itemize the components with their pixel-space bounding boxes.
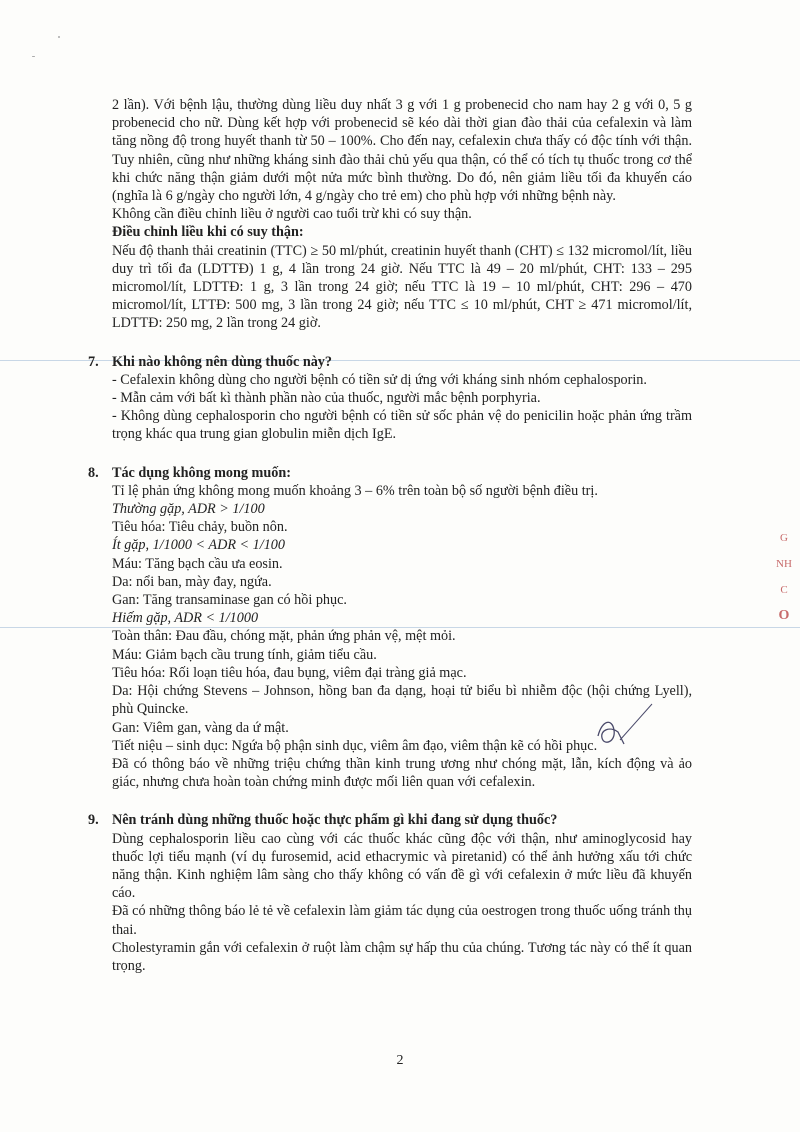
document-body <box>88 96 692 975</box>
renal-adjustment-text: Nếu độ thanh thải creatinin (TTC) ≥ 50 ml/phút, creatinin huyết thanh (CHT) ≤ 132 micromol/lít, liều duy trì tối đa (LDTTĐ) 1 g, 4 lần trong 24 giờ. Nếu TTC là 49 – 20 ml/phút, CHT: 133 – 295 micromol/lít, LDTTĐ: 1 g, 3 lần trong 24 giờ; nếu TTC là 19 – 10 ml/phút, CHT: 296 – 470 micromol/lít, LTTĐ: 500 mg, 3 lần trong 24 giờ; nếu TTC ≤ 10 ml/phút, CHT ≥ 471 micromol/lít, LDTTĐ: 250 mg, 2 lần trong 24 giờ. <box>112 242 692 332</box>
list-item: - Không dùng cephalosporin cho người bệnh có tiền sử sốc phản vệ do penicilin hoặc phản ứng trầm trọng khác qua trung gian globulin miễn dịch IgE. <box>112 408 692 443</box>
section-9 <box>88 811 692 975</box>
scan-speck <box>58 36 60 38</box>
frequency-heading-rare: Hiếm gặp, ADR < 1/1000 <box>112 610 259 627</box>
section-title: Tác dụng không mong muốn: <box>112 464 291 481</box>
stamp-glyph: C <box>780 584 788 596</box>
stamp-glyph: G <box>780 532 788 544</box>
paragraph: Không cần điều chỉnh liều ở người cao tuổi trừ khi có suy thận. <box>112 206 472 223</box>
list-item: Máu: Tăng bạch cầu ưa eosin. <box>112 555 283 572</box>
section-heading <box>88 464 692 482</box>
paragraph: 2 lần). Với bệnh lậu, thường dùng liều duy nhất 3 g với 1 g probenecid cho nam hay 2 g với 0, 5 g probenecid cho nữ. Dùng kết hợp với probenecid sẽ kéo dài thời gian đào thải của cefalexin và làm tăng nồng độ trong huyết thanh từ 50 – 100%. Cho đến nay, cefalexin chưa thấy có độc tính với thận. Tuy nhiên, cũng như những kháng sinh đào thải chủ yếu qua thận, có thể có tích tụ thuốc trong cơ thể khi chức năng thận giảm dưới một nửa mức bình thường. Do đó, nên giảm liều tối đa khuyến cáo (nghĩa là 6 g/ngày cho người lớn, 4 g/ngày cho trẻ em) cho phù hợp với những bệnh này. <box>112 97 692 205</box>
list-item: - Cefalexin không dùng cho người bệnh có tiền sử dị ứng với kháng sinh nhóm cephalosporin. <box>112 371 647 388</box>
section-heading <box>88 353 692 371</box>
section-number: 7. <box>88 353 99 370</box>
page-number: 2 <box>396 1053 404 1068</box>
margin-stamp <box>772 525 796 629</box>
list-item: Gan: Tăng transaminase gan có hồi phục. <box>112 592 347 609</box>
paragraph: Dùng cephalosporin liều cao cùng với các thuốc khác cũng độc với thận, như aminoglycosid hay thuốc lợi tiểu mạnh (ví dụ furosemid, acid ethacrymic và piretanid) có thể ảnh hưởng xấu tới chức năng thận. Kinh nghiệm lâm sàng cho thấy không có vấn đề gì với cefalexin ở mức liều đã khuyến cáo. <box>112 830 692 902</box>
list-item: Máu: Giảm bạch cầu trung tính, giảm tiểu cầu. <box>112 646 377 663</box>
list-item: Da: Hội chứng Stevens – Johnson, hồng ban đa dạng, hoại tử biểu bì nhiễm độc (hội chứng Lyell), phù Quincke. <box>112 683 692 718</box>
scan-speck <box>32 56 35 57</box>
section-title: Nên tránh dùng những thuốc hoặc thực phẩm gì khi đang sử dụng thuốc? <box>112 812 558 829</box>
frequency-heading-uncommon: Ít gặp, 1/1000 < ADR < 1/100 <box>112 537 285 554</box>
paragraph: Đã có thông báo về những triệu chứng thần kinh trung ương như chóng mặt, lẫn, kích động và ảo giác, nhưng chưa hoàn toàn chứng minh được mối liên quan với cefalexin. <box>112 755 692 791</box>
paragraph: Cholestyramin gắn với cefalexin ở ruột làm chậm sự hấp thu của chúng. Tương tác này có thể ít quan trọng. <box>112 939 692 974</box>
section-number: 9. <box>88 812 99 829</box>
list-item: Toàn thân: Đau đầu, chóng mặt, phản ứng phản vệ, mệt mỏi. <box>112 628 456 645</box>
list-item: Gan: Viêm gan, vàng da ứ mật. <box>112 719 289 736</box>
list-item: - Mẫn cảm với bất kì thành phần nào của thuốc, người mắc bệnh porphyria. <box>112 390 541 407</box>
list-item: Tiết niệu – sinh dục: Ngứa bộ phận sinh dục, viêm âm đạo, viêm thận kẽ có hồi phục. <box>112 737 598 754</box>
stamp-glyph: NH <box>776 558 792 570</box>
signature-mark <box>590 700 670 760</box>
list-item: Tiêu hóa: Tiêu chảy, buồn nôn. <box>112 519 288 536</box>
frequency-heading-common: Thường gặp, ADR > 1/100 <box>112 501 265 518</box>
section-title: Khi nào không nên dùng thuốc này? <box>112 353 332 370</box>
paragraph: Đã có những thông báo lẻ tẻ về cefalexin làm giảm tác dụng của oestrogen trong thuốc uống tránh thụ thai. <box>112 903 692 938</box>
list-item: Tiêu hóa: Rối loạn tiêu hóa, đau bụng, viêm đại tràng giả mạc. <box>112 664 467 681</box>
section-7 <box>88 353 692 444</box>
section-heading <box>88 811 692 829</box>
stamp-glyph: O <box>778 608 790 623</box>
section-number: 8. <box>88 464 99 481</box>
list-item: Da: nổi ban, mày đay, ngứa. <box>112 573 272 590</box>
paragraph: Tỉ lệ phản ứng không mong muốn khoảng 3 – 6% trên toàn bộ số người bệnh điều trị. <box>112 482 598 499</box>
renal-adjustment-heading: Điều chỉnh liều khi có suy thận: <box>112 224 304 241</box>
